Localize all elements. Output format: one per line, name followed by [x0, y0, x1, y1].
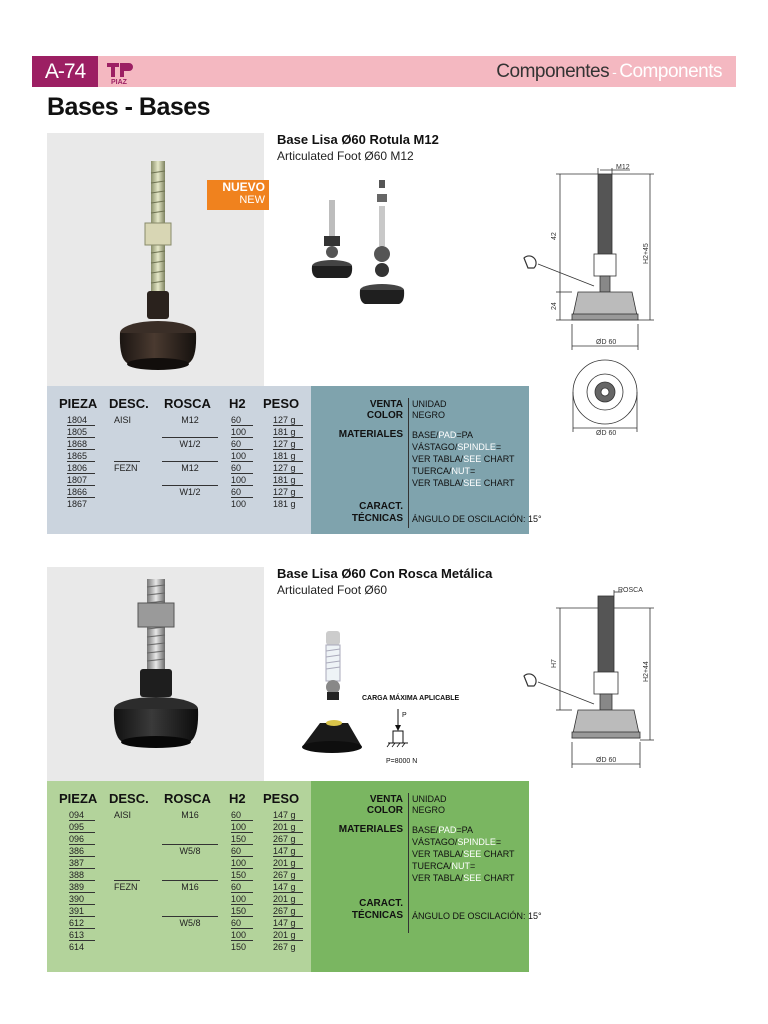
- column-peso: [273, 809, 303, 953]
- leveling-foot-steel-photo-icon: [47, 567, 264, 781]
- table-cell: 181 g: [273, 450, 303, 462]
- value-materiales: [412, 429, 515, 489]
- drawing-dim-b: 24: [551, 302, 558, 310]
- column-pieza: [67, 414, 95, 510]
- table-cell: [114, 869, 140, 881]
- product-subtitle-2: Articulated Foot Ø60: [277, 583, 388, 597]
- table-cell: [114, 486, 140, 498]
- specs-divider: [408, 793, 409, 933]
- materiales-line: TUERCA/NUT=: [412, 466, 476, 476]
- load-diagram: [298, 625, 460, 770]
- table-cell: [114, 498, 140, 510]
- table-cell: M12: [181, 415, 199, 425]
- table-cell: [114, 905, 140, 917]
- page-number: A-74: [32, 56, 98, 87]
- table-cell: [162, 929, 218, 941]
- label-caract: CARACT.: [359, 898, 403, 909]
- header-pieza: PIEZA: [59, 396, 98, 411]
- leveling-foot-photo-icon: [47, 133, 264, 386]
- materiales-line: VER TABLA/SEE CHART: [412, 849, 515, 859]
- load-value: P=8000 N: [386, 758, 418, 765]
- header-h2: H2: [229, 396, 246, 411]
- table-cell: 1805: [67, 426, 95, 438]
- table-cell: 181 g: [273, 474, 303, 486]
- new-badge: [207, 180, 269, 210]
- table-cell: [162, 941, 218, 953]
- header-pieza: PIEZA: [59, 791, 98, 806]
- table-cell: 100: [231, 893, 253, 905]
- table-cell: [114, 438, 140, 450]
- materiales-line: VER TABLA/SEE CHART: [412, 478, 515, 488]
- table-cell: 096: [69, 833, 95, 845]
- table-cell: 389: [69, 881, 95, 893]
- label-venta: VENTA: [369, 399, 403, 410]
- table-cell: [162, 869, 218, 881]
- header-peso: PESO: [263, 396, 300, 411]
- table-cell: 1804: [67, 414, 95, 426]
- table-cell: 100: [231, 499, 247, 509]
- table-cell: [162, 833, 218, 845]
- value-color: NEGRO: [412, 410, 446, 420]
- new-badge-en: NEW: [239, 194, 265, 206]
- column-pieza: [69, 809, 95, 953]
- table-cell: 201 g: [273, 929, 303, 941]
- column-rosca: [162, 809, 218, 953]
- table-cell: 201 g: [273, 821, 303, 833]
- product-subtitle-1: Articulated Foot Ø60 M12: [277, 149, 414, 163]
- table-cell: [162, 450, 218, 462]
- value-materiales: [412, 824, 515, 884]
- header-rosca: ROSCA: [164, 791, 211, 806]
- table-cell: 60: [231, 414, 253, 426]
- table-cell: 613: [69, 929, 95, 941]
- label-venta: VENTA: [369, 794, 403, 805]
- label-materiales: MATERIALES: [338, 824, 403, 835]
- table-cell: AISI: [114, 810, 132, 820]
- label-caract: CARACT.: [359, 501, 403, 512]
- table-cell: 150: [231, 905, 253, 917]
- table-cell: W1/2: [179, 487, 201, 497]
- table-cell: 127 g: [273, 486, 303, 498]
- specs-panel-2: [311, 781, 542, 972]
- drawing-thread-label-2: ROSCA: [618, 587, 643, 594]
- table-cell: W5/8: [179, 846, 201, 856]
- table-cell: 181 g: [273, 499, 296, 509]
- table-cell: [162, 426, 218, 438]
- table-cell: 1806: [67, 462, 95, 474]
- column-rosca: [162, 414, 218, 510]
- table-cell: [162, 905, 218, 917]
- section-separator: -: [612, 64, 617, 80]
- table-cell: FEZN: [114, 882, 138, 892]
- load-label: CARGA MÁXIMA APLICABLE: [362, 695, 460, 702]
- header-peso: PESO: [263, 791, 300, 806]
- table-cell: 267 g: [273, 942, 296, 952]
- table-cell: M16: [181, 810, 199, 820]
- drawing-height-2: H2+44: [643, 661, 650, 682]
- product-photo-1: [47, 133, 264, 386]
- product-title-2: Base Lisa Ø60 Con Rosca Metálica: [277, 566, 493, 581]
- table-cell: 100: [231, 821, 253, 833]
- value-caract: ÁNGULO DE OSCILACIÓN: 15°: [412, 514, 542, 524]
- drawing-thread-label: M12: [616, 164, 630, 171]
- table-cell: 390: [69, 893, 95, 905]
- table-cell: 267 g: [273, 833, 303, 845]
- parts-table-2: [47, 781, 311, 972]
- parts-table-1: [47, 386, 311, 534]
- table-cell: [114, 857, 140, 869]
- product-title-1: Base Lisa Ø60 Rotula M12: [277, 132, 439, 147]
- table-cell: 391: [69, 905, 95, 917]
- materiales-line: BASE/PAD=PA: [412, 825, 473, 835]
- logo-text: PIAZ: [111, 79, 127, 86]
- table-cell: 60: [231, 462, 253, 474]
- page-header: [32, 56, 736, 87]
- table-cell: 387: [69, 857, 95, 869]
- label-materiales: MATERIALES: [338, 429, 403, 440]
- materiales-line: VÁSTAGO/SPINDLE=: [412, 442, 502, 452]
- materiales-line: VER TABLA/SEE CHART: [412, 873, 515, 883]
- section-title-es: Componentes: [496, 61, 610, 82]
- table-cell: 1867: [67, 499, 88, 509]
- table-cell: [162, 821, 218, 833]
- column-desc: [114, 414, 140, 510]
- specs-panel-1: [311, 386, 542, 534]
- table-cell: [114, 474, 140, 486]
- product-photo-2: [47, 567, 264, 781]
- column-peso: [273, 414, 303, 510]
- table-cell: [114, 941, 140, 953]
- table-cell: W1/2: [179, 439, 201, 449]
- materiales-line: VÁSTAGO/SPINDLE=: [412, 837, 502, 847]
- table-cell: 127 g: [273, 414, 303, 426]
- new-badge-es: NUEVO: [222, 180, 265, 194]
- drawing-diameter-2: ØD 60: [596, 757, 617, 764]
- drawing-diameter-top: ØD 60: [596, 430, 617, 437]
- table-cell: 147 g: [273, 809, 303, 821]
- table-cell: 100: [231, 426, 253, 438]
- piaz-logo-icon: [105, 59, 135, 85]
- table-cell: 60: [231, 845, 253, 857]
- column-h2: [231, 414, 253, 510]
- table-cell: FEZN: [114, 463, 138, 473]
- materiales-line: VER TABLA/SEE CHART: [412, 454, 515, 464]
- label-tecnicas: TÉCNICAS: [351, 513, 403, 524]
- table-cell: 147 g: [273, 881, 303, 893]
- table-cell: 150: [231, 833, 253, 845]
- table-cell: 60: [231, 809, 253, 821]
- table-cell: 1865: [67, 450, 95, 462]
- table-cell: 388: [69, 869, 95, 881]
- drawing-diameter: ØD 60: [596, 339, 617, 346]
- table-cell: 60: [231, 917, 253, 929]
- table-cell: 100: [231, 929, 253, 941]
- load-p: P: [402, 712, 407, 719]
- table-cell: [114, 917, 140, 929]
- table-cell: 094: [69, 809, 95, 821]
- table-cell: [162, 474, 218, 486]
- table-cell: 60: [231, 438, 253, 450]
- table-cell: 386: [69, 845, 95, 857]
- table-cell: 267 g: [273, 905, 303, 917]
- header-desc: DESC.: [109, 791, 149, 806]
- technical-drawing-2: [510, 582, 670, 772]
- table-cell: [114, 845, 140, 857]
- page-title: Bases - Bases: [47, 93, 211, 121]
- table-cell: 127 g: [273, 438, 303, 450]
- table-cell: [114, 821, 140, 833]
- section-title: [496, 60, 722, 84]
- table-cell: 100: [231, 857, 253, 869]
- section-title-en: Components: [619, 61, 722, 82]
- value-venta: UNIDAD: [412, 399, 447, 409]
- table-cell: 201 g: [273, 893, 303, 905]
- table-cell: 100: [231, 450, 253, 462]
- table-cell: [114, 450, 140, 462]
- table-cell: 100: [231, 474, 253, 486]
- label-tecnicas: TÉCNICAS: [351, 910, 403, 921]
- table-cell: [162, 857, 218, 869]
- table-cell: M16: [181, 882, 199, 892]
- drawing-dim-h7: H7: [551, 659, 558, 668]
- table-cell: M12: [181, 463, 199, 473]
- header-desc: DESC.: [109, 396, 149, 411]
- table-cell: [114, 426, 140, 438]
- table-cell: 181 g: [273, 426, 303, 438]
- table-cell: [114, 929, 140, 941]
- header-h2: H2: [229, 791, 246, 806]
- table-cell: 614: [69, 942, 85, 952]
- table-cell: [162, 893, 218, 905]
- label-color: COLOR: [366, 805, 403, 816]
- table-cell: [162, 498, 218, 510]
- table-cell: 60: [231, 881, 253, 893]
- table-cell: 201 g: [273, 857, 303, 869]
- value-color: NEGRO: [412, 805, 446, 815]
- drawing-height: H2+45: [643, 243, 650, 264]
- materiales-line: BASE/PAD=PA: [412, 430, 473, 440]
- table-cell: 095: [69, 821, 95, 833]
- column-desc: [114, 809, 140, 953]
- table-cell: [114, 833, 140, 845]
- table-cell: 127 g: [273, 462, 303, 474]
- table-cell: 150: [231, 942, 247, 952]
- table-cell: 150: [231, 869, 253, 881]
- table-cell: AISI: [114, 415, 132, 425]
- value-caract: ÁNGULO DE OSCILACIÓN: 15°: [412, 911, 542, 921]
- table-cell: 147 g: [273, 845, 303, 857]
- table-cell: 1868: [67, 438, 95, 450]
- table-cell: 1866: [67, 486, 95, 498]
- table-cell: [114, 893, 140, 905]
- column-h2: [231, 809, 253, 953]
- label-color: COLOR: [366, 410, 403, 421]
- table-cell: W5/8: [179, 918, 201, 928]
- table-cell: 612: [69, 917, 95, 929]
- table-cell: 1807: [67, 474, 95, 486]
- specs-divider: [408, 398, 409, 528]
- exploded-view-icon: [305, 180, 415, 315]
- materiales-line: TUERCA/NUT=: [412, 861, 476, 871]
- header-rosca: ROSCA: [164, 396, 211, 411]
- table-cell: 267 g: [273, 869, 303, 881]
- value-venta: UNIDAD: [412, 794, 447, 804]
- technical-drawing-1: [510, 160, 670, 450]
- table-cell: 60: [231, 486, 253, 498]
- table-cell: 147 g: [273, 917, 303, 929]
- drawing-dim-a: 42: [551, 232, 558, 240]
